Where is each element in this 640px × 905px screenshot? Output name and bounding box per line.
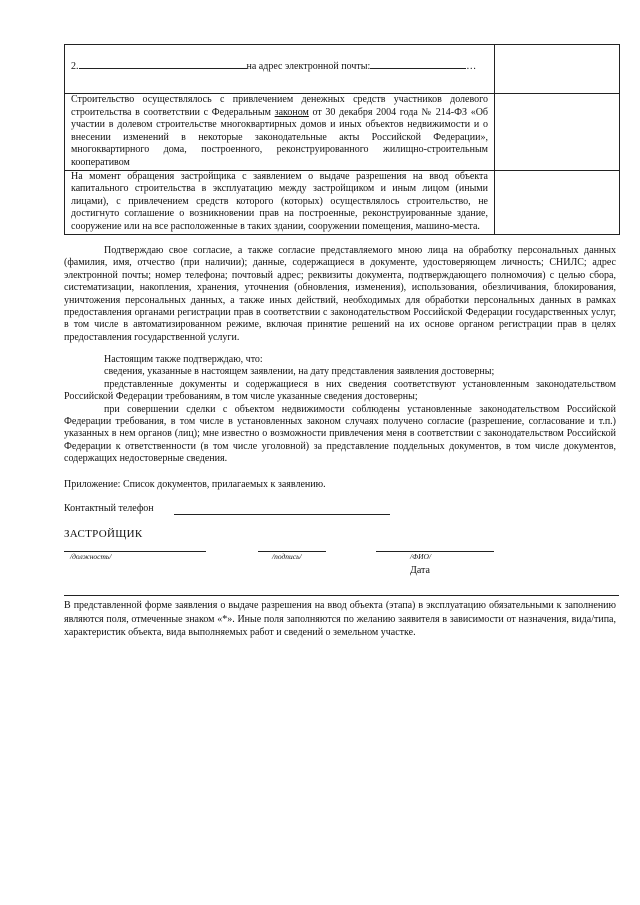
shared-construction-mark-cell[interactable]: [495, 94, 620, 171]
position-label: /должность/: [70, 552, 112, 561]
confirmation-intro: Настоящим также подтверждаю, что:: [104, 354, 263, 365]
signature-label: /подпись/: [272, 552, 302, 561]
full-name-label: /ФИО/: [410, 552, 432, 561]
email-cell: [65, 45, 495, 94]
email-blank-line: [79, 59, 247, 69]
email-value-line: [370, 59, 466, 69]
attachment-note: Приложение: Список документов, прилагаемых к заявлению.: [64, 479, 326, 490]
shared-construction-post: от 30 декабря 2004 года № 214-ФЗ «Об участии в долевом строительстве многоквартирных домов и иных объектов недвижимости и о внесении изменений в некоторые законодательные акты Российской Федерации», многоквартирного дома, построенного, реконструированного жилищно-строительным кооперативом: [71, 106, 489, 168]
email-label: на адрес электронной почты:: [246, 61, 371, 72]
confirmation-item-2: представленные документы и содержащиеся в них сведения соответствуют установленным законодательством Российской Федерации требованиям, в том числе указанные сведения достоверны;: [64, 378, 616, 403]
shared-construction-row: [65, 94, 620, 171]
full-name-field[interactable]: [376, 551, 494, 552]
date-label: Дата: [410, 565, 430, 576]
law-link[interactable]: законом: [274, 106, 309, 118]
shared-construction-text: [65, 94, 495, 171]
agreement-text: На момент обращения застройщика с заявлением о выдаче разрешения на ввод объекта капитального строительства в эксплуатацию между застройщиком и иным лицом (иными лицами), с привлечением средств которого (которых) осуществлялось строительство, не достигнуто соглашение о возникновении прав на построенные, реконструированные здание, сооружение или на все расположенные в таких здании, сооружении помещения, машино-места.: [65, 170, 495, 234]
email-suffix: …: [466, 61, 477, 72]
email-prefix: 2.: [71, 61, 79, 72]
agreement-row: [65, 170, 620, 234]
footnote-separator: [64, 595, 619, 596]
shared-construction-pre: Строительство осуществлялось с привлечением денежных средств участников долевого строительства в соответствии с Федеральным: [71, 94, 488, 118]
contact-phone-field[interactable]: [174, 514, 390, 515]
confirmation-item-3: при совершении сделки с объектом недвижимости соблюдены установленные законодательством Российской Федерации требования, в том числе в установленных законом случаях получено согласие (разрешение, согласование и т.п.) указанных в нем органов (лиц); мне известно о возможности привлечения меня в соответствии с законодательством Российской Федерации к ответственности (в том числе уголовной) за представление поддельных документов, в том числе документов, содержащих недостоверные сведения.: [64, 403, 616, 465]
email-row: [65, 45, 620, 94]
email-mark-cell[interactable]: [495, 45, 620, 94]
contact-phone-label: Контактный телефон: [64, 503, 154, 514]
confirmation-block: [64, 354, 616, 466]
agreement-mark-cell[interactable]: [495, 170, 620, 234]
confirmation-item-1: сведения, указанные в настоящем заявлении, на дату представления заявления достоверны;: [104, 366, 495, 378]
footnote-text: В представленной форме заявления о выдаче разрешения на ввод объекта (этапа) в эксплуатацию обязательными к заполнению являются поля, отмеченные знаком «*». Иные поля заполняются по желанию заявителя в зависимости от назначения, вида/типа, характеристик объекта, вида выполняемых работ и сведений о земельном участке.: [64, 600, 616, 639]
conditions-table: [64, 44, 620, 235]
developer-heading: ЗАСТРОЙЩИК: [64, 528, 143, 540]
consent-paragraph: Подтверждаю свое согласие, а также согласие представляемого мною лица на обработку персональных данных (фамилия, имя, отчество (при наличии); данные, содержащиеся в документе, удостоверяющем личность; СНИЛС; адрес электронной почты; номер телефона; почтовый адрес; реквизиты документа, подтверждающего полномочия) с целью сбора, систематизации, накопления, хранения, уточнения (обновления, изменения), использования, обезличивания, блокирования, уничтожения персональных данных, а также иных действий, необходимых для обработки персональных данных в рамках предоставления органами регистрации прав в соответствии с законодательством Российской Федерации государственных услуг, в том числе в автоматизированном режиме, включая принятие решений на их основе органом регистрации прав в целях предоставления государственной услуги.: [64, 245, 616, 343]
